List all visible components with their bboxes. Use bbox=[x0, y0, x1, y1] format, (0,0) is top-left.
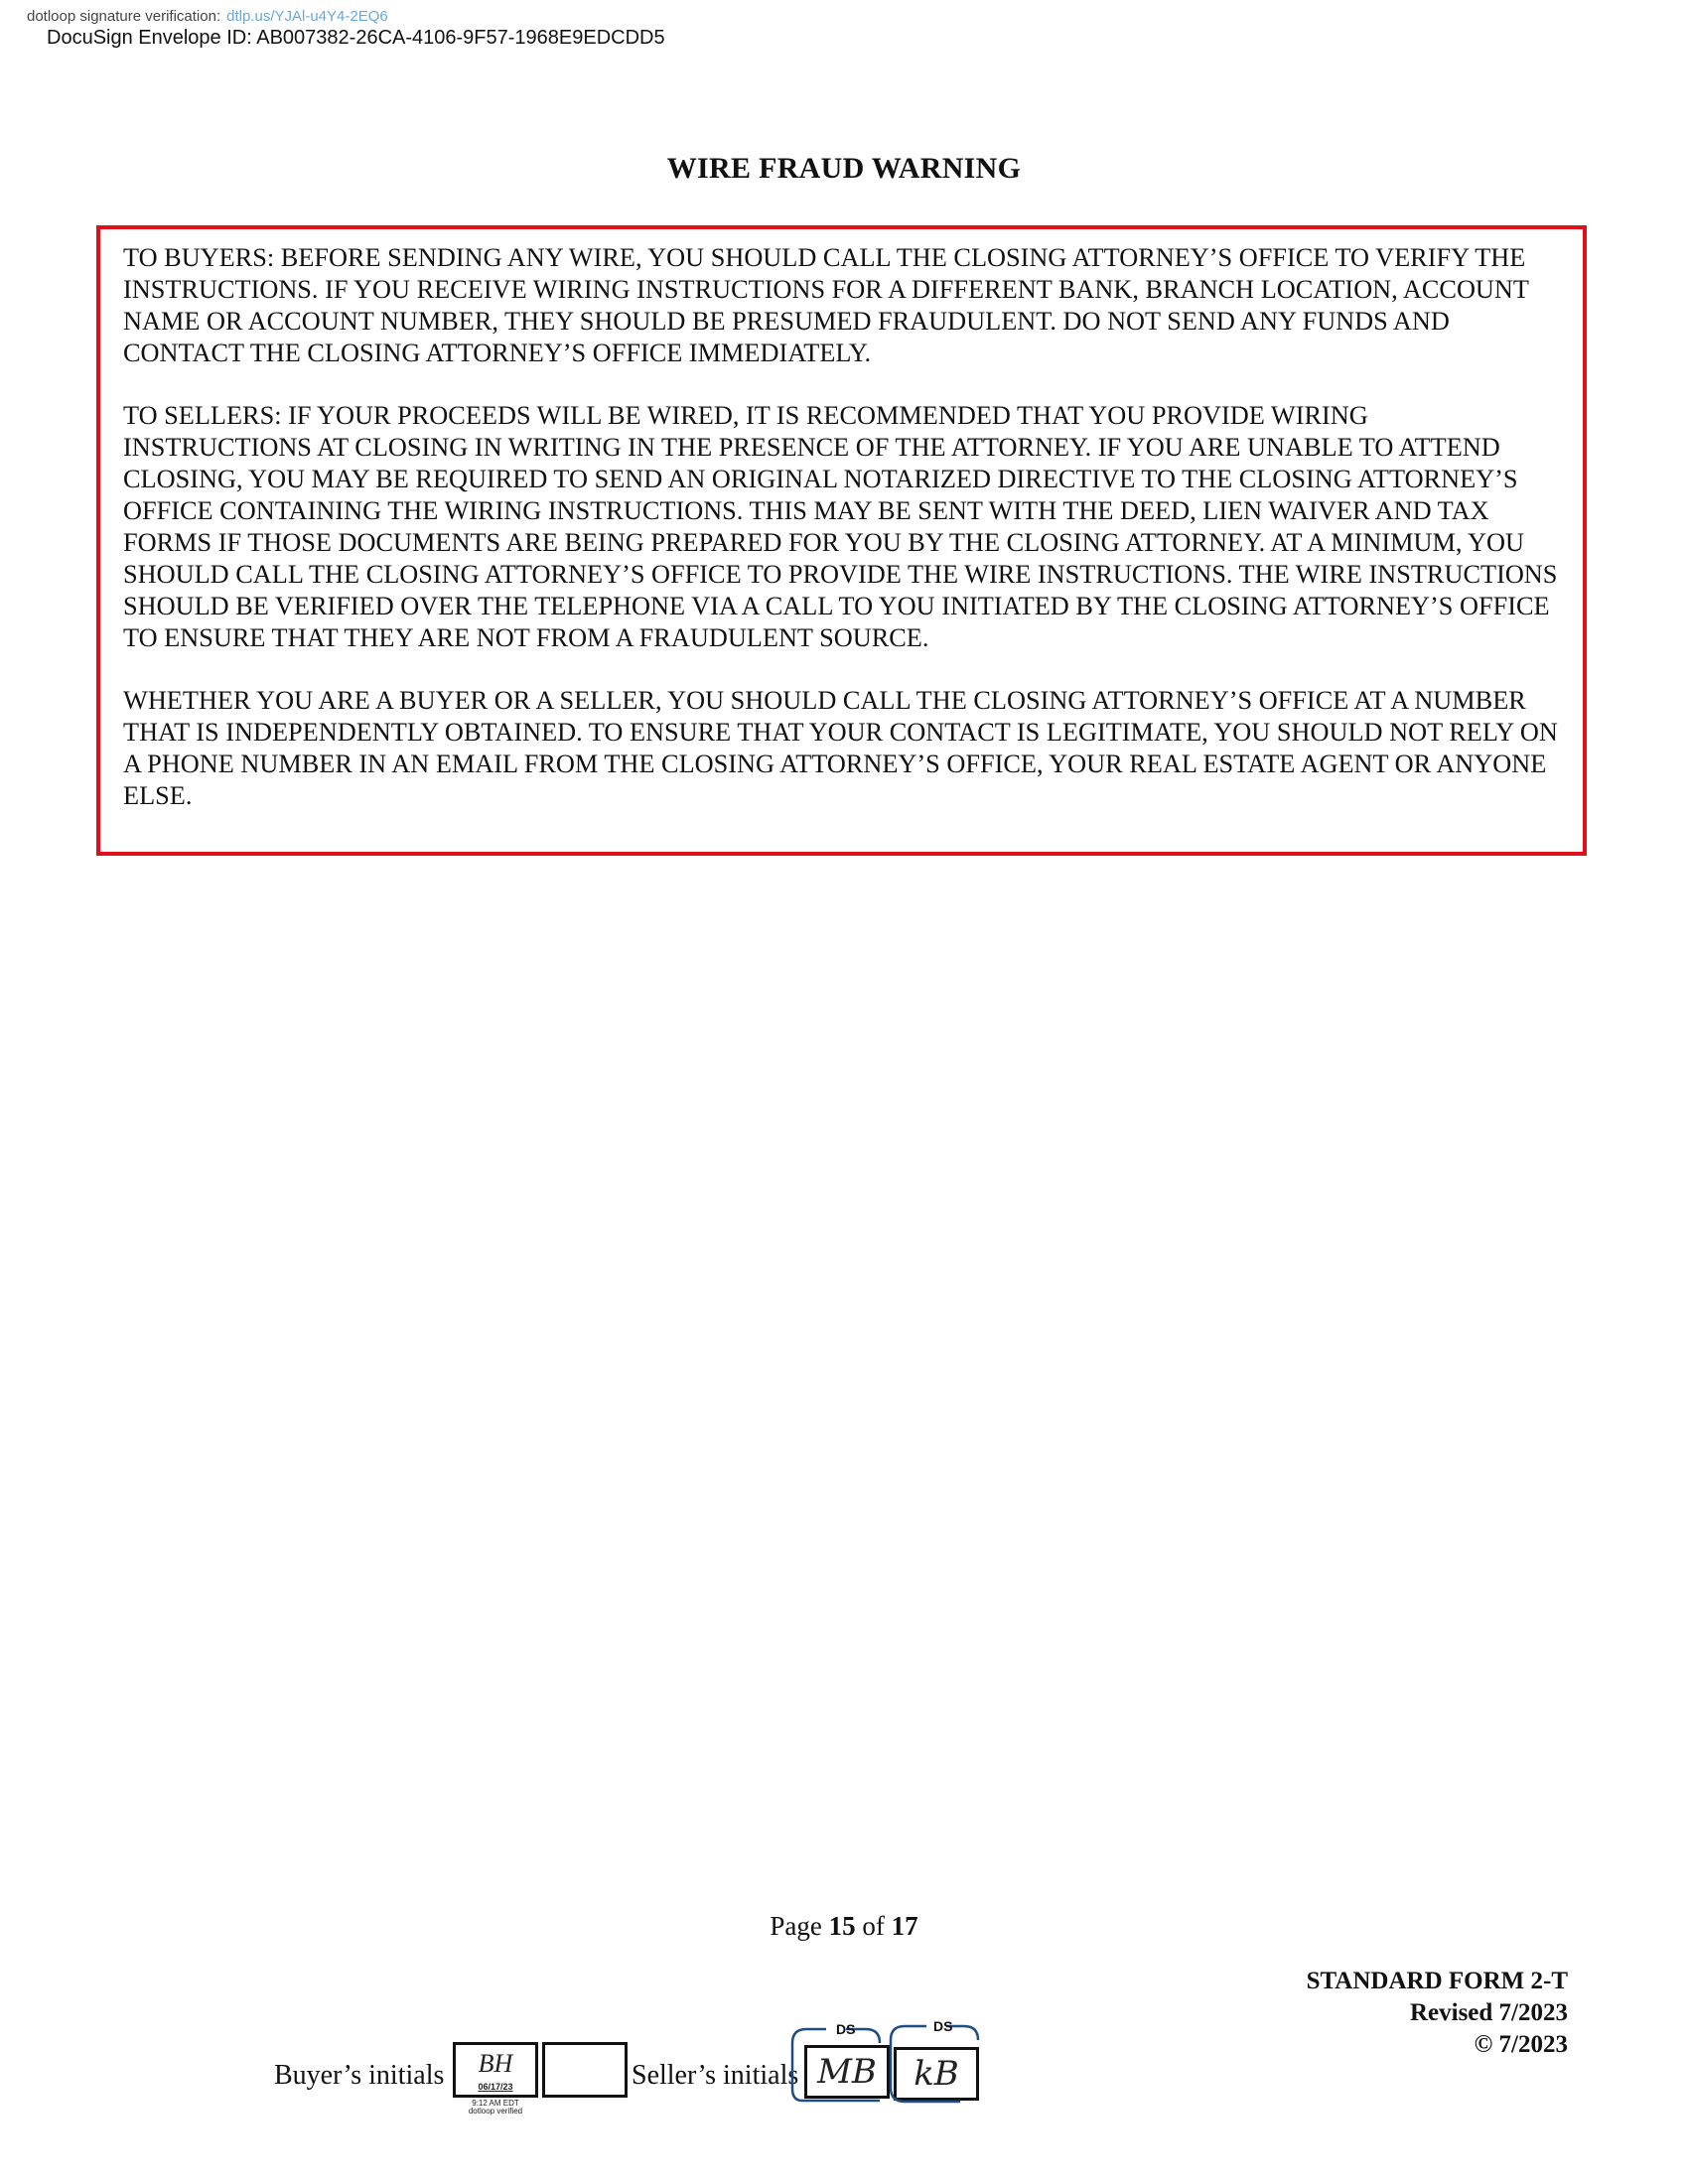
page-total: 17 bbox=[891, 1911, 918, 1941]
buyer-initials-box-2[interactable] bbox=[542, 2042, 628, 2098]
buyer-initials-label: Buyer’s initials bbox=[274, 2060, 445, 2091]
seller-initials-1: MB bbox=[817, 2052, 877, 2092]
docusign-envelope-id: DocuSign Envelope ID: AB007382-26CA-4106-9F57-1968E9EDCDD5 bbox=[47, 27, 665, 49]
general-paragraph: WHETHER YOU ARE A BUYER OR A SELLER, YOU SHOULD CALL THE CLOSING ATTORNEY’S OFFICE AT A NUMBER THAT IS INDEPENDENTLY OBTAINED. TO ENSURE THAT YOUR CONTACT IS LEGITIMATE, YOU SHOULD NOT RELY ON A PHONE NUMBER IN AN EMAIL FROM THE CLOSING ATTORNEY’S OFFICE, YOUR REAL ESTATE AGENT OR ANYONE ELSE. bbox=[123, 686, 1558, 810]
form-copyright: © 7/2023 bbox=[1474, 2031, 1568, 2058]
form-revised: Revised 7/2023 bbox=[1409, 1999, 1568, 2026]
seller-2-ds-tag: DS bbox=[933, 2018, 953, 2034]
wire-fraud-warning-box bbox=[96, 225, 1587, 856]
dotloop-label: dotloop signature verification: bbox=[27, 8, 221, 25]
form-identification bbox=[1307, 1966, 1568, 2061]
page-current: 15 bbox=[828, 1911, 856, 1941]
document-title: WIRE FRAUD WARNING bbox=[666, 152, 1022, 185]
form-name: STANDARD FORM 2-T bbox=[1306, 1968, 1568, 1994]
seller-1-ds-tag: DS bbox=[836, 2021, 856, 2037]
dotloop-verification-link[interactable]: dtlp.us/YJAl-u4Y4-2EQ6 bbox=[226, 8, 388, 25]
sellers-paragraph: TO SELLERS: IF YOUR PROCEEDS WILL BE WIRED, IT IS RECOMMENDED THAT YOU PROVIDE WIRING INSTRUCTIONS AT CLOSING IN WRITING IN THE PRESENCE OF THE ATTORNEY. IF YOU ARE UNABLE TO ATTEND CLOSING, YOU MAY BE REQUIRED TO SEND AN ORIGINAL NOTARIZED DIRECTIVE TO THE CLOSING ATTORNEY’S OFFICE CONTAINING THE WIRING INSTRUCTIONS. THIS MAY BE SENT WITH THE DEED, LIEN WAIVER AND TAX FORMS IF THOSE DOCUMENTS ARE BEING PREPARED FOR YOU BY THE CLOSING ATTORNEY. AT A MINIMUM, YOU SHOULD CALL THE CLOSING ATTORNEY’S OFFICE TO PROVIDE THE WIRE INSTRUCTIONS. THE WIRE INSTRUCTIONS SHOULD BE VERIFIED OVER THE TELEPHONE VIA A CALL TO YOU INITIATED BY THE CLOSING ATTORNEY’S OFFICE TO ENSURE THAT THEY ARE NOT FROM A FRAUDULENT SOURCE. bbox=[123, 401, 1558, 652]
buyer-initials-1-date: 06/17/23 bbox=[478, 2082, 513, 2092]
page-label: Page bbox=[770, 1911, 822, 1941]
buyers-paragraph: TO BUYERS: BEFORE SENDING ANY WIRE, YOU SHOULD CALL THE CLOSING ATTORNEY’S OFFICE TO VERIFY THE INSTRUCTIONS. IF YOU RECEIVE WIRING INSTRUCTIONS FOR A DIFFERENT BANK, BRANCH LOCATION, ACCOUNT NAME OR ACCOUNT NUMBER, THEY SHOULD BE PRESUMED FRAUDULENT. DO NOT SEND ANY FUNDS AND CONTACT THE CLOSING ATTORNEY’S OFFICE IMMEDIATELY. bbox=[123, 243, 1529, 367]
buyer-initials-box-1[interactable] bbox=[453, 2042, 538, 2098]
seller-initials-label: Seller’s initials bbox=[632, 2060, 799, 2091]
page-of: of bbox=[862, 1911, 885, 1941]
buyer-initials-1: BH bbox=[478, 2049, 513, 2078]
dotloop-verification-line bbox=[27, 8, 388, 25]
page-number bbox=[0, 1911, 1688, 1942]
seller-initials-2: kB bbox=[914, 2054, 959, 2094]
buyer-initials-1-verified: dotloop verified bbox=[468, 2107, 523, 2116]
buyer-initials-1-time: 9:12 AM EDT bbox=[472, 2099, 519, 2108]
